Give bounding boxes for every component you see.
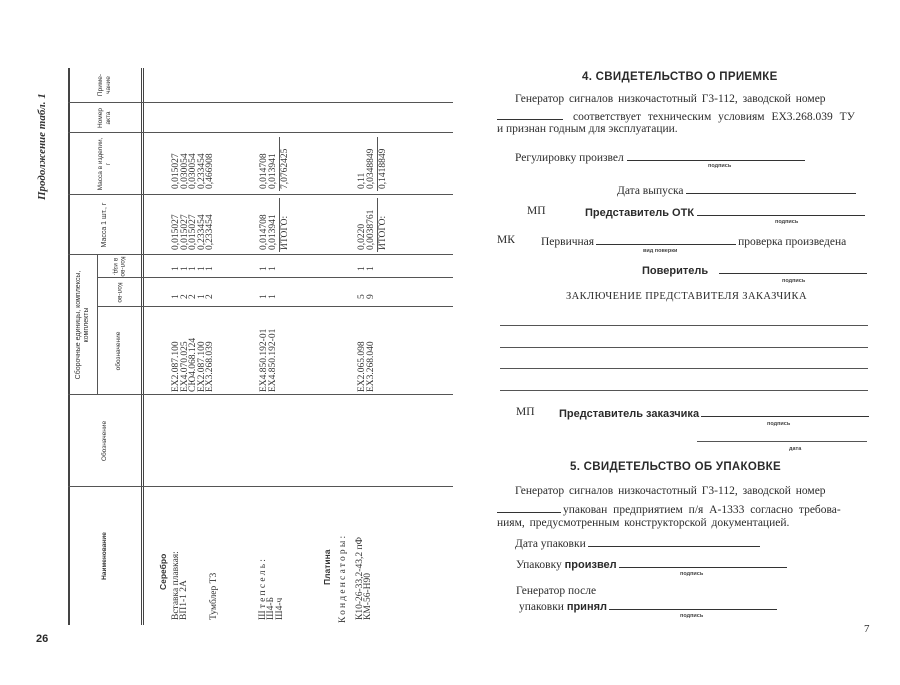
item-name: Штепсель:: [258, 556, 268, 620]
materials-table: [68, 68, 453, 625]
assembly-designation-line: ЕХ4.850.192-01: [259, 328, 269, 392]
column-divider: [97, 306, 453, 307]
mass-unit-line: 0,013941: [267, 214, 278, 250]
s5-paragraph-line3: ниям, предусмотренным конструкторской документацией.: [497, 517, 790, 529]
qty-in-product: [358, 266, 375, 271]
mass-unit-line: 0,015027: [179, 214, 190, 250]
mass-unit-line: 0,233454: [205, 214, 216, 250]
assembly-designation-line: СЮ4.068.124: [188, 337, 199, 392]
total-label: ИТОГО:: [378, 215, 389, 250]
mass-product-line: 0,11: [357, 172, 367, 189]
qty-line: 2: [179, 294, 190, 299]
s4-paragraph-text: соответствует техническим условиям ЕХ3.268.039 ТУ: [573, 111, 855, 123]
qty-line: 1: [171, 294, 181, 299]
qty-line: 5: [357, 294, 367, 299]
packed-by-row: [516, 557, 787, 571]
pack-date-row: [515, 536, 760, 550]
conclusion-line[interactable]: [500, 390, 868, 391]
assembly-designation-line: ЕХ3.268.039: [205, 341, 216, 392]
header-assembly-group: Сборочные единицы, комплексы, комплекты: [75, 270, 90, 380]
signature-caption: подпись: [767, 421, 791, 427]
item-name: Тумблер Т3: [209, 572, 219, 620]
mass-product-line: 0,030054: [188, 153, 199, 189]
assembly-designation: [358, 341, 375, 392]
section-5-title: 5. СВИДЕТЕЛЬСТВО ОБ УПАКОВКЕ: [570, 461, 781, 473]
mass-unit: [260, 214, 277, 250]
s5-paragraph-line2: [497, 502, 841, 516]
mass-product-line: 0,015027: [171, 153, 181, 189]
mp-label: МП: [527, 205, 546, 217]
mass-unit-line: 0,015027: [188, 214, 199, 250]
qty: [172, 294, 215, 299]
verifier-row: [642, 263, 867, 277]
accepted-bold: принял: [566, 601, 607, 613]
s4-paragraph-line2: [497, 109, 855, 123]
header-qty: Кол-во: [115, 282, 123, 303]
qty-in-product: [172, 266, 215, 271]
assembly-designation-line: ЕХ4.070.025: [179, 341, 190, 392]
qty-in-product-line: 1: [179, 266, 190, 271]
qty: [260, 294, 277, 299]
assembly-designation-line: ЕХ2.087.100: [196, 341, 207, 392]
qty-in-product: [260, 266, 277, 271]
header-designation: Обозначение: [100, 420, 108, 462]
qty-line: 2: [188, 294, 199, 299]
mass-product-line: 0,0348849: [365, 148, 376, 189]
mass-unit-line: 0,014708: [259, 214, 269, 250]
check-type-field[interactable]: [596, 234, 736, 245]
assembly-designation: [260, 329, 277, 392]
mass-unit-line: 0,015027: [171, 214, 181, 250]
qty-line: 1: [196, 294, 207, 299]
assembly-designation-line: ЕХ2.065.098: [357, 341, 367, 392]
signature-caption: подпись: [680, 613, 704, 619]
header-assembly-designation: обозначение: [115, 331, 123, 371]
mass-product-line: 0,466908: [205, 153, 216, 189]
accepted-label: упаковки: [519, 601, 564, 613]
pack-date-label: Дата упаковки: [515, 538, 586, 550]
check-done-label: проверка произведена: [738, 236, 847, 248]
mass-product-line: 0,014708: [259, 153, 269, 189]
item-name: ВП1-1 2А: [179, 580, 189, 620]
qty-line: 2: [205, 294, 216, 299]
mass-unit-line: 0,233454: [196, 214, 207, 250]
header-note: Приме-чание: [97, 73, 112, 97]
qty-in-product-line: 1: [267, 266, 278, 271]
continuation-label: Продолжение табл. 1: [36, 93, 48, 200]
column-divider: [68, 132, 453, 133]
column-divider: [68, 194, 453, 195]
item-name: Ш4-Б: [266, 597, 276, 620]
item-name: Платина: [322, 549, 332, 585]
s4-paragraph-line1: Генератор сигналов низкочастотный Г3-112, заводской номер: [515, 93, 826, 105]
qty-in-product-line: 1: [171, 266, 181, 271]
header-mass-unit: Масса 1 шт., г: [100, 202, 108, 248]
packed-by-bold: произвел: [564, 559, 617, 571]
mass-product-line: 0,030054: [179, 153, 190, 189]
mass-product: [260, 153, 277, 189]
item-name: Серебро: [158, 553, 168, 590]
qty-in-product-line: 1: [259, 266, 269, 271]
check-type-caption: вид поверки: [643, 248, 678, 254]
header-qty-in-product: Кол-во в изд.: [112, 256, 127, 277]
mass-product: [172, 153, 215, 189]
release-date-row: [617, 183, 856, 197]
customer-rep-row: [559, 406, 869, 420]
column-divider: [68, 102, 453, 103]
assembly-designation-line: ЕХ4.850.192-01: [267, 328, 278, 392]
qty: [358, 294, 375, 299]
otk-row: [585, 205, 865, 219]
total-value: 7,0762425: [280, 148, 291, 189]
otk-label: Представитель ОТК: [585, 207, 695, 219]
signature-caption: подпись: [708, 163, 732, 169]
mp-label: МП: [516, 406, 535, 418]
primary-label: Первичная: [541, 236, 595, 248]
packed-by-signature-field[interactable]: [619, 557, 787, 568]
s4-paragraph-line3: и признан годным для эксплуатации.: [497, 123, 678, 135]
header-name: Наименование: [100, 532, 108, 580]
assembly-designation: [172, 338, 215, 392]
qty-line: 1: [267, 294, 278, 299]
adjust-row: [515, 150, 805, 164]
qty-line: 9: [365, 294, 376, 299]
customer-rep-signature-field[interactable]: [701, 406, 869, 417]
item-name: Вставка плавкая:: [171, 551, 181, 620]
customer-date-field[interactable]: [697, 441, 867, 442]
assembly-designation-line: ЕХ2.087.100: [171, 341, 181, 392]
qty-in-product-line: 1: [188, 266, 199, 271]
accepted-signature-field[interactable]: [609, 599, 777, 610]
accepted-row: [519, 599, 777, 613]
mass-unit: [358, 210, 375, 250]
section-4-title: 4. СВИДЕТЕЛЬСТВО О ПРИЕМКЕ: [582, 71, 778, 83]
conclusion-line[interactable]: [500, 325, 868, 326]
qty-in-product-line: 1: [205, 266, 216, 271]
verifier-signature-field[interactable]: [719, 263, 867, 274]
primary-check-row: [541, 234, 846, 248]
mass-unit-line: 0,0038761: [365, 209, 376, 250]
serial-number-field[interactable]: [497, 502, 561, 513]
mass-product-line: 0,233454: [196, 153, 207, 189]
mk-label: МК: [497, 234, 515, 246]
qty-in-product-line: 1: [196, 266, 207, 271]
header-divider: [141, 68, 144, 625]
otk-signature-field[interactable]: [697, 205, 865, 216]
qty-in-product-line: 1: [365, 266, 376, 271]
s5-paragraph-line1: Генератор сигналов низкочастотный Г3-112, заводской номер: [515, 485, 826, 497]
item-name: Конденсаторы:: [338, 533, 348, 623]
release-date-label: Дата выпуска: [617, 185, 684, 197]
mass-unit: [172, 214, 215, 250]
header-act-number: Номер акта: [97, 108, 112, 129]
conclusion-line[interactable]: [500, 347, 868, 348]
release-date-field[interactable]: [686, 183, 856, 194]
mass-unit-line: 0,0220: [357, 223, 367, 250]
packed-by-label: Упаковку: [516, 559, 562, 571]
page-number-left: 26: [36, 633, 49, 645]
s5-paragraph-text: упакован предприятием п/я А-1333 согласно требова-: [563, 504, 841, 516]
item-name: К10-26-33,2-43,2 пФ: [355, 536, 365, 620]
verifier-label: Поверитель: [642, 265, 709, 277]
conclusion-line[interactable]: [500, 368, 868, 369]
mass-product-line: 0,013941: [267, 153, 278, 189]
total-label: ИТОГО:: [280, 215, 291, 250]
signature-caption: подпись: [775, 219, 799, 225]
header-mass-product: Масса в изделии, г: [97, 137, 112, 191]
date-caption: дата: [789, 446, 802, 452]
qty-line: 1: [259, 294, 269, 299]
signature-caption: подпись: [782, 278, 806, 284]
adjust-label: Регулировку произвел: [515, 152, 624, 164]
pack-date-field[interactable]: [588, 536, 760, 547]
qty-in-product-line: 1: [357, 266, 367, 271]
item-name: Ш4-ч: [275, 597, 285, 620]
column-divider: [97, 277, 453, 278]
customer-rep-label: Представитель заказчика: [559, 408, 700, 420]
item-name: КМ-56-Н90: [363, 573, 373, 620]
accepted-line1: Генератор после: [516, 585, 597, 597]
conclusion-heading: ЗАКЛЮЧЕНИЕ ПРЕДСТАВИТЕЛЯ ЗАКАЗЧИКА: [566, 291, 807, 302]
adjust-signature-field[interactable]: [627, 150, 805, 161]
assembly-designation-line: ЕХ3.268.040: [365, 341, 376, 392]
signature-caption: подпись: [680, 571, 704, 577]
total-value: 0,1418849: [378, 148, 389, 189]
page-number-right: 7: [864, 623, 870, 635]
mass-product: [358, 149, 375, 189]
serial-number-field[interactable]: [497, 109, 563, 120]
